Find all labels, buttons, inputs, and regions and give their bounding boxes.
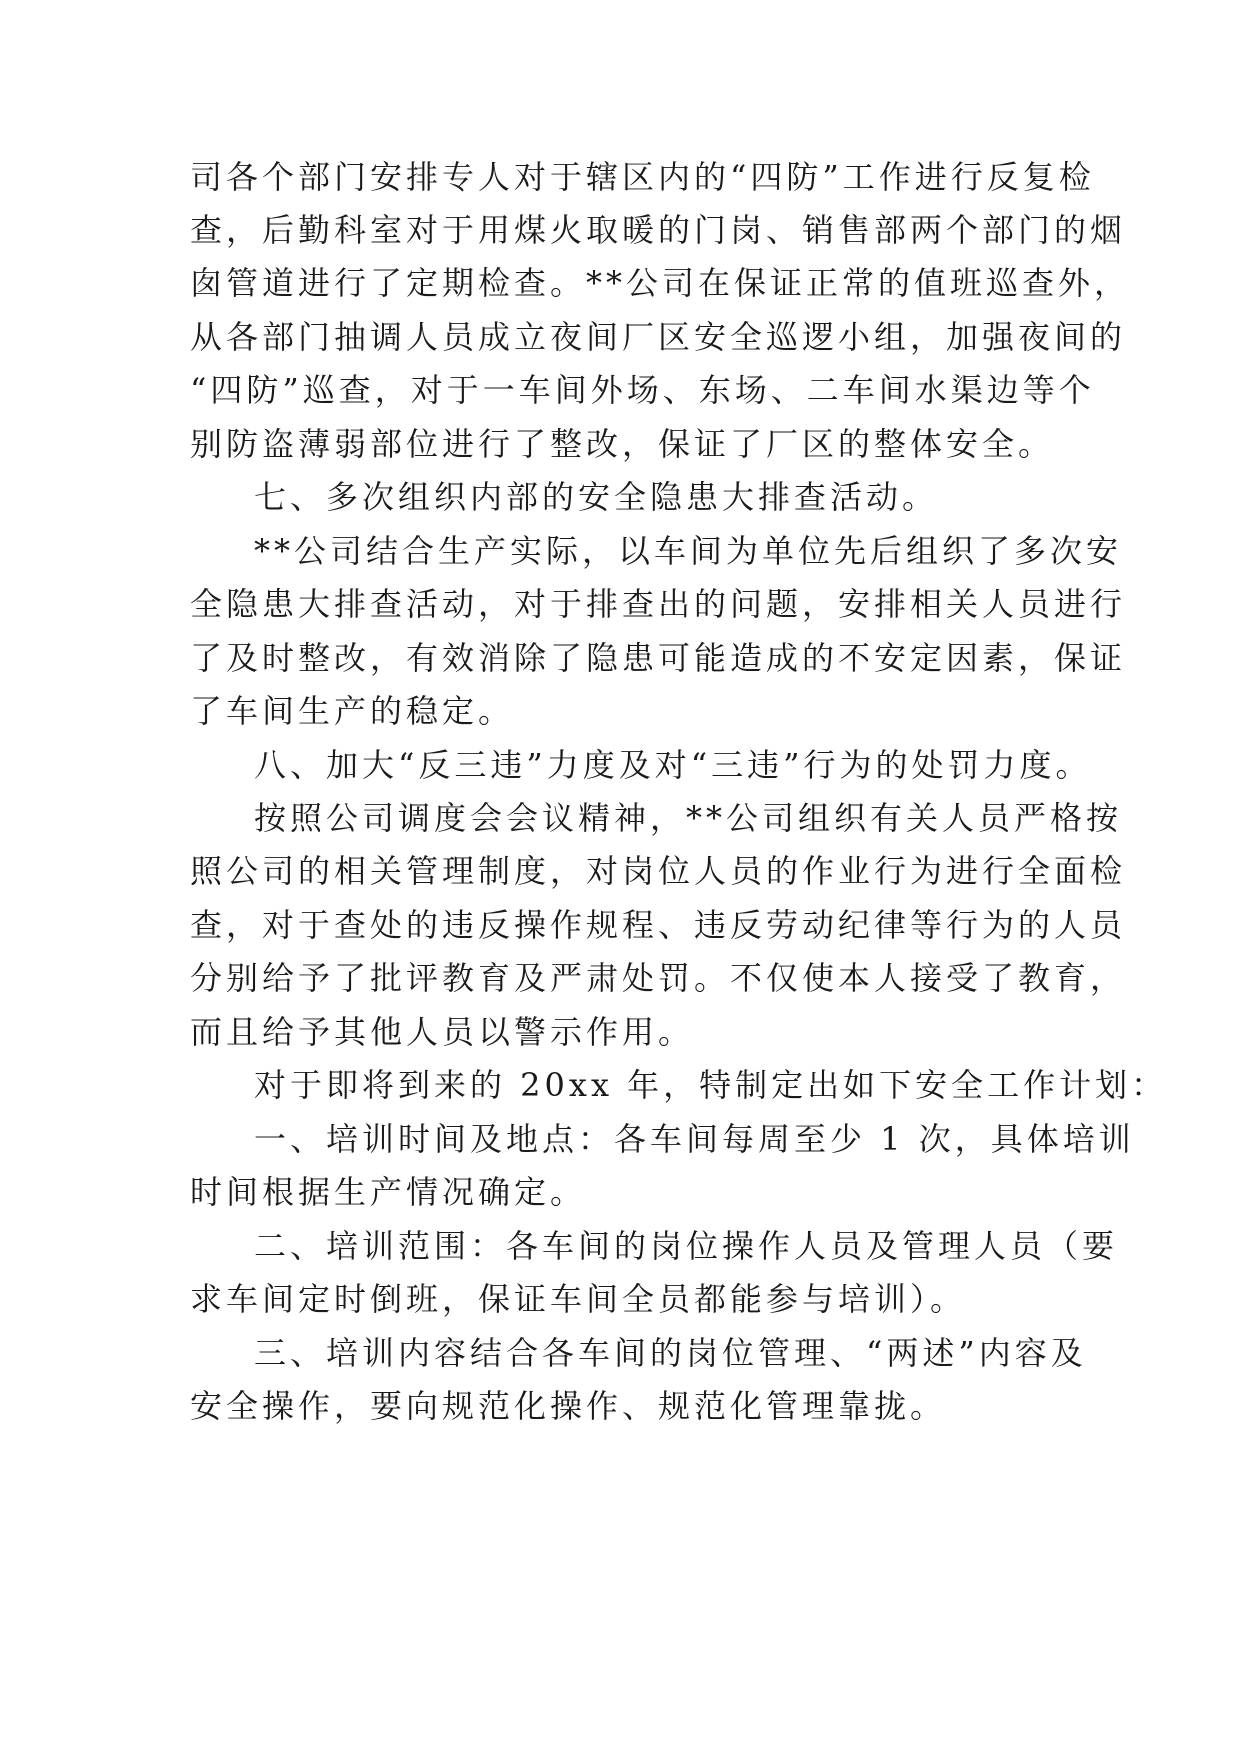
text-line: 按照公司调度会会议精神，**公司组织有关人员严格按 xyxy=(254,799,1123,837)
text-line: 对于即将到来的 20xx 年，特制定出如下安全工作计划： xyxy=(254,1066,1168,1104)
text-line: 司各个部门安排专人对于辖区内的“四防”工作进行反复检 xyxy=(190,158,1095,196)
plan-item: 二、培训范围：各车间的岗位操作人员及管理人员（要 xyxy=(254,1227,1119,1265)
plan-item: 一、培训时间及地点：各车间每周至少 1 次，具体培训 xyxy=(254,1120,1135,1158)
text-line: 囱管道进行了定期检查。**公司在保证正常的值班巡查外， xyxy=(190,264,1131,302)
text-line: 时间根据生产情况确定。 xyxy=(190,1173,587,1211)
text-line: 查，对于查处的违反操作规程、违反劳动纪律等行为的人员 xyxy=(190,906,1127,944)
text-line: 而且给予其他人员以警示作用。 xyxy=(190,1013,695,1051)
text-line: 从各部门抽调人员成立夜间厂区安全巡逻小组，加强夜间的 xyxy=(190,318,1127,356)
text-line: 分别给予了批评教育及严肃处罚。不仅使本人接受了教育， xyxy=(190,959,1127,997)
text-line: **公司结合生产实际，以车间为单位先后组织了多次安 xyxy=(254,532,1123,570)
text-line: 了及时整改，有效消除了隐患可能造成的不安定因素，保证 xyxy=(190,639,1127,677)
text-line: 了车间生产的稳定。 xyxy=(190,692,515,730)
text-line: 全隐患大排查活动，对于排查出的问题，安排相关人员进行 xyxy=(190,585,1127,623)
text-line: 安全操作，要向规范化操作、规范化管理靠拢。 xyxy=(190,1387,947,1425)
text-line: 别防盗薄弱部位进行了整改，保证了厂区的整体安全。 xyxy=(190,425,1055,463)
text-line: 照公司的相关管理制度，对岗位人员的作业行为进行全面检 xyxy=(190,852,1127,890)
text-line: “四防”巡查，对于一车间外场、东场、二车间水渠边等个 xyxy=(190,371,1095,409)
section-heading: 八、加大“反三违”力度及对“三违”行为的处罚力度。 xyxy=(254,746,1092,784)
text-line: 求车间定时倒班，保证车间全员都能参与培训）。 xyxy=(190,1280,967,1318)
section-heading: 七、多次组织内部的安全隐患大排查活动。 xyxy=(254,478,939,516)
plan-item: 三、培训内容结合各车间的岗位管理、“两述”内容及 xyxy=(254,1334,1087,1372)
text-line: 查，后勤科室对于用煤火取暖的门岗、销售部两个部门的烟 xyxy=(190,211,1127,249)
